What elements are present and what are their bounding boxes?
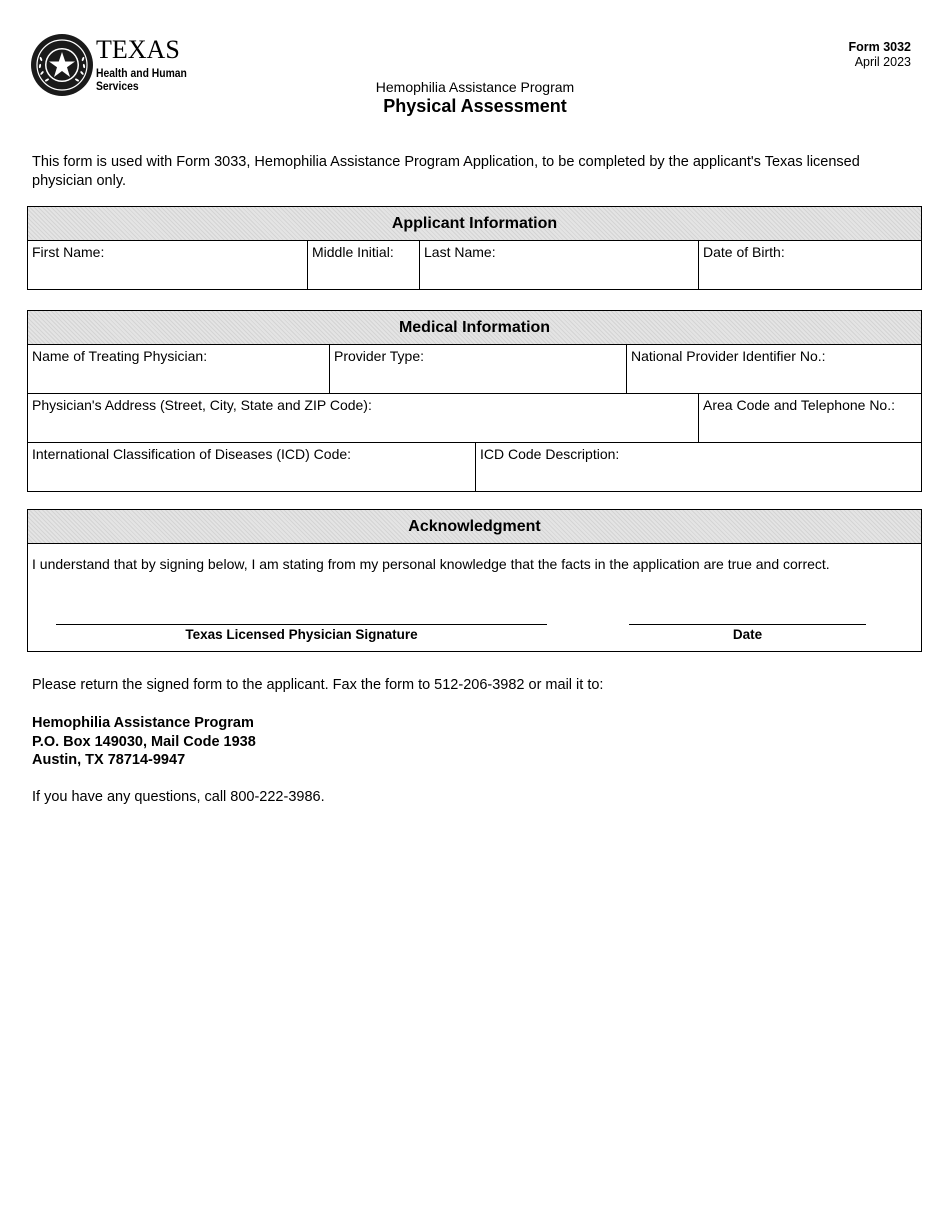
icd-description-label: ICD Code Description:	[480, 446, 620, 462]
medical-information-section	[27, 310, 922, 492]
agency-name-texas: TEXAS	[96, 35, 180, 64]
signature-label: Texas Licensed Physician Signature	[185, 627, 418, 642]
first-name-field[interactable]	[28, 241, 308, 289]
physician-address-field[interactable]	[28, 394, 699, 442]
section-heading-medical: Medical Information	[28, 311, 921, 345]
form-date: April 2023	[854, 55, 911, 69]
applicant-information-section	[27, 206, 922, 290]
form-identifier	[848, 40, 911, 70]
section-heading-applicant: Applicant Information	[28, 207, 921, 241]
icd-code-label: International Classification of Diseases (ICD) Code:	[32, 446, 352, 462]
date-of-birth-field[interactable]	[699, 241, 921, 289]
telephone-label: Area Code and Telephone No.:	[703, 397, 895, 413]
medical-row-1	[28, 345, 921, 394]
first-name-label: First Name:	[32, 244, 105, 260]
middle-initial-field[interactable]	[308, 241, 420, 289]
applicant-row	[28, 241, 921, 289]
acknowledgment-section	[27, 509, 922, 652]
address-line-2: P.O. Box 149030, Mail Code 1938	[32, 733, 256, 750]
acknowledgment-statement: I understand that by signing below, I am stating from my personal knowledge that the facts in the application are true and correct.	[32, 556, 830, 572]
agency-name-line3: Services	[96, 81, 139, 93]
agency-name-line2: Health and Human	[96, 68, 187, 80]
signature-line[interactable]	[56, 624, 547, 625]
address-line-1: Hemophilia Assistance Program	[32, 715, 254, 731]
npi-field[interactable]	[627, 345, 921, 393]
form-number: Form 3032	[848, 40, 911, 54]
questions-text: If you have any questions, call 800-222-3986.	[32, 789, 325, 805]
intro-text: This form is used with Form 3033, Hemophilia Assistance Program Application, to be completed by the applicant's Texas licensed physician only.	[32, 154, 860, 189]
medical-row-2	[28, 394, 921, 443]
provider-type-label: Provider Type:	[334, 348, 425, 364]
signature-date-label: Date	[732, 627, 763, 642]
treating-physician-label: Name of Treating Physician:	[32, 348, 208, 364]
last-name-field[interactable]	[420, 241, 699, 289]
npi-label: National Provider Identifier No.:	[631, 348, 826, 364]
signature-area	[28, 602, 921, 651]
date-of-birth-label: Date of Birth:	[703, 244, 785, 260]
page-title: Physical Assessment	[383, 96, 567, 116]
return-instructions: Please return the signed form to the applicant. Fax the form to 512-206-3982 or mail it to:	[32, 677, 604, 693]
last-name-label: Last Name:	[424, 244, 496, 260]
signature-date-line[interactable]	[629, 624, 866, 625]
physician-address-label: Physician's Address (Street, City, State and ZIP Code):	[32, 397, 372, 413]
section-heading-acknowledgment: Acknowledgment	[28, 510, 921, 544]
mailing-address	[32, 714, 256, 770]
middle-initial-label: Middle Initial:	[312, 244, 394, 260]
telephone-field[interactable]	[699, 394, 921, 442]
medical-row-3	[28, 443, 921, 491]
provider-type-field[interactable]	[330, 345, 627, 393]
address-line-3: Austin, TX 78714-9947	[32, 752, 186, 768]
icd-description-field[interactable]	[476, 443, 921, 491]
program-name: Hemophilia Assistance Program	[375, 79, 575, 95]
treating-physician-field[interactable]	[28, 345, 330, 393]
icd-code-field[interactable]	[28, 443, 476, 491]
